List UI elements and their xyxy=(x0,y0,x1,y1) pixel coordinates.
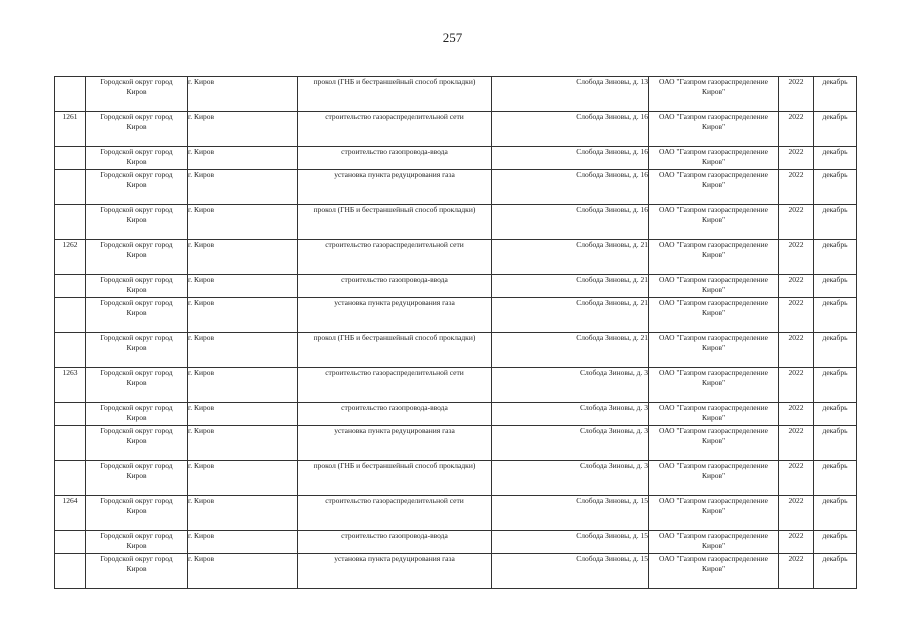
table-row xyxy=(55,368,857,403)
district-line-1: Городской округ город xyxy=(100,531,173,540)
district-cell xyxy=(86,275,188,298)
organization-cell xyxy=(649,77,779,112)
table-row xyxy=(55,240,857,275)
month-cell: декабрь xyxy=(814,275,857,298)
city-cell: г. Киров xyxy=(188,426,298,461)
district-line-1: Городской округ город xyxy=(100,496,173,505)
organization-cell xyxy=(649,298,779,333)
organization-line-2: Киров" xyxy=(701,413,726,422)
row-number xyxy=(55,170,86,205)
address-cell: Слобода Зиновы, д. 3 xyxy=(492,461,649,496)
address-cell: Слобода Зиновы, д. 13 xyxy=(492,77,649,112)
row-number xyxy=(55,298,86,333)
address-cell: Слобода Зиновы, д. 15 xyxy=(492,531,649,554)
address-cell: Слобода Зиновы, д. 21 xyxy=(492,275,649,298)
month-cell: декабрь xyxy=(814,403,857,426)
table-row xyxy=(55,205,857,240)
organization-line-1: ОАО "Газпром газораспределение xyxy=(659,531,768,540)
table-row xyxy=(55,275,857,298)
month-cell: декабрь xyxy=(814,531,857,554)
page-number: 257 xyxy=(442,30,463,45)
organization-line-2: Киров" xyxy=(701,215,726,224)
month-cell: декабрь xyxy=(814,333,857,368)
row-number xyxy=(55,554,86,589)
month-cell: декабрь xyxy=(814,426,857,461)
address-cell: Слобода Зиновы, д. 15 xyxy=(492,496,649,531)
table-row xyxy=(55,77,857,112)
address-cell: Слобода Зиновы, д. 3 xyxy=(492,368,649,403)
city-cell: г. Киров xyxy=(188,403,298,426)
district-line-2: Киров xyxy=(126,343,147,352)
district-line-2: Киров xyxy=(126,180,147,189)
address-cell: Слобода Зиновы, д. 16 xyxy=(492,170,649,205)
district-line-2: Киров xyxy=(126,564,147,573)
organization-cell xyxy=(649,147,779,170)
work-type-cell: прокол (ГНБ и бестраншейный способ прокладки) xyxy=(298,461,492,496)
year-cell: 2022 xyxy=(779,531,814,554)
district-line-1: Городской округ город xyxy=(100,426,173,435)
month-cell: декабрь xyxy=(814,461,857,496)
table-row xyxy=(55,496,857,531)
district-cell xyxy=(86,554,188,589)
address-cell: Слобода Зиновы, д. 16 xyxy=(492,112,649,147)
year-cell: 2022 xyxy=(779,333,814,368)
city-cell: г. Киров xyxy=(188,333,298,368)
year-cell: 2022 xyxy=(779,496,814,531)
organization-cell xyxy=(649,112,779,147)
district-cell xyxy=(86,77,188,112)
row-number xyxy=(55,147,86,170)
month-cell: декабрь xyxy=(814,240,857,275)
district-cell xyxy=(86,368,188,403)
organization-line-1: ОАО "Газпром газораспределение xyxy=(659,368,768,377)
city-cell: г. Киров xyxy=(188,554,298,589)
district-line-1: Городской округ город xyxy=(100,298,173,307)
year-cell: 2022 xyxy=(779,426,814,461)
year-cell: 2022 xyxy=(779,170,814,205)
district-cell xyxy=(86,240,188,275)
organization-line-2: Киров" xyxy=(701,285,726,294)
district-line-2: Киров xyxy=(126,157,147,166)
district-line-2: Киров xyxy=(126,122,147,131)
row-number xyxy=(55,426,86,461)
organization-line-1: ОАО "Газпром газораспределение xyxy=(659,205,768,214)
work-type-cell: строительство газопровода-ввода xyxy=(298,403,492,426)
year-cell: 2022 xyxy=(779,298,814,333)
district-cell xyxy=(86,496,188,531)
district-cell xyxy=(86,205,188,240)
district-line-1: Городской округ город xyxy=(100,461,173,470)
address-cell: Слобода Зиновы, д. 15 xyxy=(492,554,649,589)
month-cell: декабрь xyxy=(814,554,857,589)
work-type-cell: строительство газораспределительной сети xyxy=(298,112,492,147)
organization-line-1: ОАО "Газпром газораспределение xyxy=(659,170,768,179)
district-line-2: Киров xyxy=(126,413,147,422)
organization-cell xyxy=(649,496,779,531)
table-row xyxy=(55,112,857,147)
district-line-2: Киров xyxy=(126,87,147,96)
district-cell xyxy=(86,147,188,170)
month-cell: декабрь xyxy=(814,112,857,147)
organization-line-1: ОАО "Газпром газораспределение xyxy=(659,333,768,342)
year-cell: 2022 xyxy=(779,240,814,275)
work-type-cell: прокол (ГНБ и бестраншейный способ прокладки) xyxy=(298,205,492,240)
organization-line-1: ОАО "Газпром газораспределение xyxy=(659,147,768,156)
table-row xyxy=(55,554,857,589)
city-cell: г. Киров xyxy=(188,496,298,531)
city-cell: г. Киров xyxy=(188,170,298,205)
month-cell: декабрь xyxy=(814,368,857,403)
city-cell: г. Киров xyxy=(188,147,298,170)
month-cell: декабрь xyxy=(814,205,857,240)
row-number: 1263 xyxy=(55,368,86,403)
organization-line-1: ОАО "Газпром газораспределение xyxy=(659,554,768,563)
district-line-1: Городской округ город xyxy=(100,147,173,156)
year-cell: 2022 xyxy=(779,205,814,240)
organization-line-1: ОАО "Газпром газораспределение xyxy=(659,77,768,86)
district-line-1: Городской округ город xyxy=(100,112,173,121)
work-type-cell: строительство газопровода-ввода xyxy=(298,531,492,554)
work-type-cell: установка пункта редуцирования газа xyxy=(298,426,492,461)
row-number xyxy=(55,333,86,368)
organization-cell xyxy=(649,170,779,205)
city-cell: г. Киров xyxy=(188,368,298,403)
address-cell: Слобода Зиновы, д. 3 xyxy=(492,426,649,461)
work-type-cell: строительство газораспределительной сети xyxy=(298,240,492,275)
month-cell: декабрь xyxy=(814,170,857,205)
district-line-2: Киров xyxy=(126,471,147,480)
district-line-1: Городской округ город xyxy=(100,240,173,249)
district-line-1: Городской округ город xyxy=(100,205,173,214)
district-cell xyxy=(86,170,188,205)
row-number xyxy=(55,403,86,426)
address-cell: Слобода Зиновы, д. 21 xyxy=(492,333,649,368)
address-cell: Слобода Зиновы, д. 21 xyxy=(492,298,649,333)
row-number: 1261 xyxy=(55,112,86,147)
address-cell: Слобода Зиновы, д. 16 xyxy=(492,147,649,170)
district-cell xyxy=(86,426,188,461)
table-row xyxy=(55,170,857,205)
month-cell: декабрь xyxy=(814,496,857,531)
year-cell: 2022 xyxy=(779,112,814,147)
organization-cell xyxy=(649,461,779,496)
row-number: 1264 xyxy=(55,496,86,531)
organization-line-2: Киров" xyxy=(701,87,726,96)
table-row xyxy=(55,298,857,333)
district-line-2: Киров xyxy=(126,436,147,445)
row-number: 1262 xyxy=(55,240,86,275)
city-cell: г. Киров xyxy=(188,77,298,112)
table-row xyxy=(55,426,857,461)
city-cell: г. Киров xyxy=(188,205,298,240)
month-cell: декабрь xyxy=(814,77,857,112)
district-cell xyxy=(86,531,188,554)
year-cell: 2022 xyxy=(779,147,814,170)
work-type-cell: установка пункта редуцирования газа xyxy=(298,554,492,589)
organization-cell xyxy=(649,531,779,554)
organization-cell xyxy=(649,426,779,461)
organization-line-1: ОАО "Газпром газораспределение xyxy=(659,403,768,412)
organization-cell xyxy=(649,403,779,426)
district-line-1: Городской округ город xyxy=(100,275,173,284)
organization-line-1: ОАО "Газпром газораспределение xyxy=(659,496,768,505)
year-cell: 2022 xyxy=(779,77,814,112)
district-cell xyxy=(86,403,188,426)
organization-line-2: Киров" xyxy=(701,436,726,445)
work-type-cell: строительство газопровода-ввода xyxy=(298,147,492,170)
district-line-2: Киров xyxy=(126,308,147,317)
organization-cell xyxy=(649,205,779,240)
district-line-1: Городской округ город xyxy=(100,170,173,179)
district-line-1: Городской округ город xyxy=(100,554,173,563)
work-type-cell: прокол (ГНБ и бестраншейный способ прокладки) xyxy=(298,333,492,368)
district-line-1: Городской округ город xyxy=(100,368,173,377)
work-type-cell: установка пункта редуцирования газа xyxy=(298,298,492,333)
district-cell xyxy=(86,298,188,333)
table-row xyxy=(55,531,857,554)
district-line-2: Киров xyxy=(126,541,147,550)
work-type-cell: установка пункта редуцирования газа xyxy=(298,170,492,205)
organization-line-2: Киров" xyxy=(701,471,726,480)
district-line-1: Городской округ город xyxy=(100,333,173,342)
organization-line-1: ОАО "Газпром газораспределение xyxy=(659,461,768,470)
row-number xyxy=(55,461,86,496)
district-line-2: Киров xyxy=(126,215,147,224)
city-cell: г. Киров xyxy=(188,531,298,554)
row-number xyxy=(55,531,86,554)
address-cell: Слобода Зиновы, д. 3 xyxy=(492,403,649,426)
table-row xyxy=(55,333,857,368)
organization-line-1: ОАО "Газпром газораспределение xyxy=(659,298,768,307)
organization-cell xyxy=(649,333,779,368)
organization-cell xyxy=(649,240,779,275)
city-cell: г. Киров xyxy=(188,461,298,496)
organization-line-1: ОАО "Газпром газораспределение xyxy=(659,112,768,121)
organization-line-2: Киров" xyxy=(701,564,726,573)
district-cell xyxy=(86,112,188,147)
organization-line-2: Киров" xyxy=(701,308,726,317)
work-type-cell: строительство газораспределительной сети xyxy=(298,368,492,403)
city-cell: г. Киров xyxy=(188,298,298,333)
month-cell: декабрь xyxy=(814,298,857,333)
city-cell: г. Киров xyxy=(188,240,298,275)
organization-line-2: Киров" xyxy=(701,541,726,550)
year-cell: 2022 xyxy=(779,461,814,496)
address-cell: Слобода Зиновы, д. 16 xyxy=(492,205,649,240)
year-cell: 2022 xyxy=(779,368,814,403)
organization-line-1: ОАО "Газпром газораспределение xyxy=(659,240,768,249)
organization-line-2: Киров" xyxy=(701,180,726,189)
organization-cell xyxy=(649,368,779,403)
district-line-1: Городской округ город xyxy=(100,77,173,86)
organization-line-2: Киров" xyxy=(701,343,726,352)
district-cell xyxy=(86,333,188,368)
district-cell xyxy=(86,461,188,496)
row-number xyxy=(55,205,86,240)
district-line-2: Киров xyxy=(126,250,147,259)
table-row xyxy=(55,403,857,426)
table-row xyxy=(55,461,857,496)
gas-works-table xyxy=(54,76,857,589)
row-number xyxy=(55,77,86,112)
organization-line-2: Киров" xyxy=(701,250,726,259)
organization-line-1: ОАО "Газпром газораспределение xyxy=(659,275,768,284)
organization-line-2: Киров" xyxy=(701,157,726,166)
organization-line-1: ОАО "Газпром газораспределение xyxy=(659,426,768,435)
year-cell: 2022 xyxy=(779,403,814,426)
organization-line-2: Киров" xyxy=(701,506,726,515)
organization-cell xyxy=(649,275,779,298)
district-line-2: Киров xyxy=(126,506,147,515)
city-cell: г. Киров xyxy=(188,112,298,147)
row-number xyxy=(55,275,86,298)
district-line-1: Городской округ город xyxy=(100,403,173,412)
month-cell: декабрь xyxy=(814,147,857,170)
address-cell: Слобода Зиновы, д. 21 xyxy=(492,240,649,275)
table-row xyxy=(55,147,857,170)
work-type-cell: строительство газораспределительной сети xyxy=(298,496,492,531)
work-type-cell: строительство газопровода-ввода xyxy=(298,275,492,298)
district-line-2: Киров xyxy=(126,285,147,294)
organization-line-2: Киров" xyxy=(701,378,726,387)
organization-cell xyxy=(649,554,779,589)
organization-line-2: Киров" xyxy=(701,122,726,131)
district-line-2: Киров xyxy=(126,378,147,387)
work-type-cell: прокол (ГНБ и бестраншейный способ прокладки) xyxy=(298,77,492,112)
year-cell: 2022 xyxy=(779,275,814,298)
city-cell: г. Киров xyxy=(188,275,298,298)
year-cell: 2022 xyxy=(779,554,814,589)
